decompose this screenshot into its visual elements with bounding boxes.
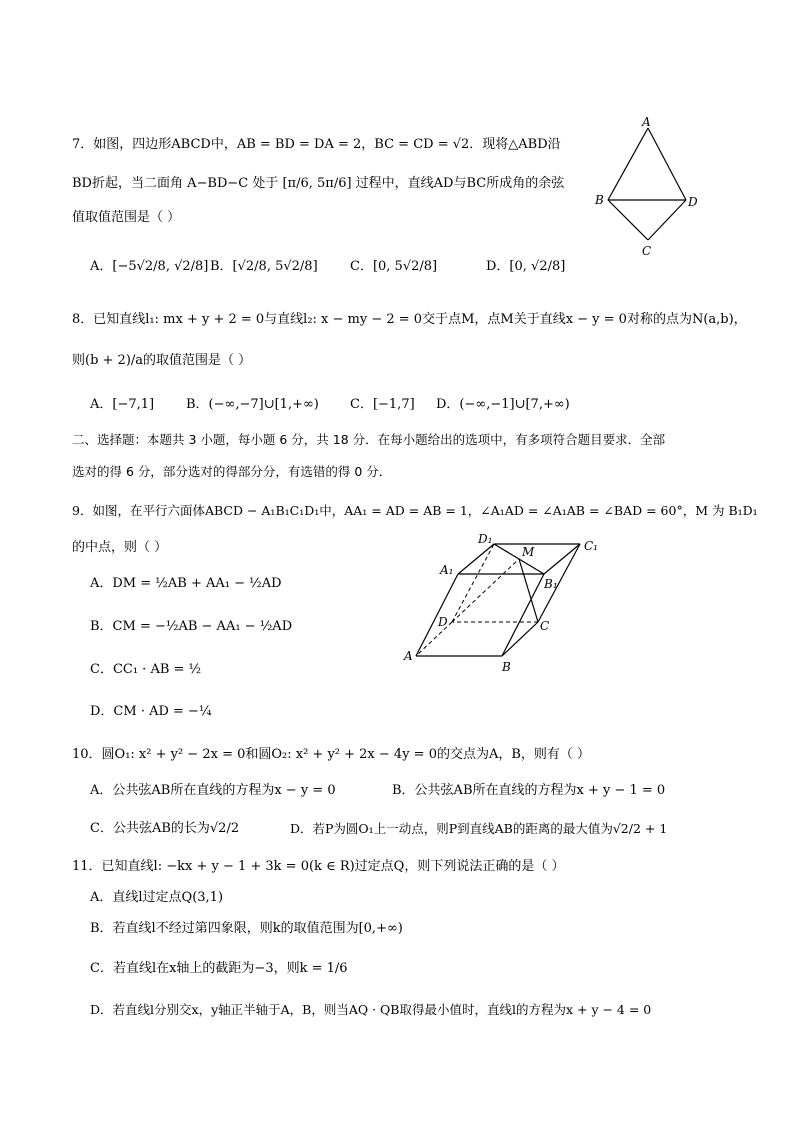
q7-figure-quadrilateral bbox=[590, 112, 710, 262]
q9-option-c: C．CC₁ · AB = ½ bbox=[90, 662, 202, 677]
q7-line1: 7．如图，四边形ABCD中，AB = BD = DA = 2，BC = CD = √2．现将△ABD沿 bbox=[72, 137, 561, 152]
q8-option-d: D．(−∞,−1]∪[7,+∞) bbox=[436, 397, 570, 412]
q9-edge-b1c1 bbox=[544, 544, 580, 574]
q9-figure-parallelepiped bbox=[398, 528, 618, 673]
section2-line2: 选对的得 6 分，部分选对的得部分分，有选错的得 0 分． bbox=[72, 464, 392, 479]
q11-option-d: D．若直线l分别交x，y轴正半轴于A，B，则当AQ · QB取得最小值时，直线l的方程为x + y − 4 = 0 bbox=[90, 1002, 652, 1017]
q7-line2: BD折起，当二面角 A−BD−C 处于 [π/6, 5π/6] 过程中，直线AD与BC所成角的余弦 bbox=[72, 176, 565, 191]
q9-label-c1: C₁ bbox=[584, 539, 598, 553]
q9-edge-bc bbox=[502, 622, 538, 656]
q9-option-b: B．CM = −½AB − AA₁ − ½AD bbox=[90, 619, 293, 634]
q7-option-b: B．[√2/8, 5√2/8] bbox=[210, 259, 318, 274]
q9-label-a: A bbox=[404, 649, 413, 663]
q7-label-d: D bbox=[688, 195, 698, 209]
q9-label-b: B bbox=[502, 660, 511, 673]
q11-option-c: C．若直线l在x轴上的截距为−3，则k = 1/6 bbox=[90, 961, 348, 976]
q7-option-d: D．[0, √2/8] bbox=[486, 259, 566, 274]
q7-edge-bc bbox=[608, 200, 648, 240]
q10-option-a: A．公共弦AB所在直线的方程为x − y = 0 bbox=[90, 783, 336, 798]
q9-edge-aa1 bbox=[416, 574, 458, 656]
q10-option-b: B．公共弦AB所在直线的方程为x + y − 1 = 0 bbox=[392, 783, 666, 798]
q10-option-d: D．若P为圆O₁上一动点，则P到直线AB的距离的最大值为√2/2 + 1 bbox=[290, 821, 668, 836]
q11-option-b: B．若直线l不经过第四象限，则k的取值范围为[0,+∞) bbox=[90, 921, 403, 936]
q9-seg-dm bbox=[452, 559, 519, 622]
q10-line1: 10．圆O₁: x² + y² − 2x = 0和圆O₂: x² + y² + 2x − 4y = 0的交点为A，B，则有（ ） bbox=[72, 747, 591, 762]
q9-label-a1: A₁ bbox=[440, 563, 454, 577]
q11-option-a: A．直线l过定点Q(3,1) bbox=[90, 890, 224, 905]
q8-option-b: B．(−∞,−7]∪[1,+∞) bbox=[186, 397, 319, 412]
q9-edge-bb1 bbox=[502, 574, 544, 656]
q9-option-a: A．DM = ½AB + AA₁ − ½AD bbox=[90, 576, 282, 591]
q9-label-m: M bbox=[522, 545, 535, 559]
q11-line1: 11．已知直线l: −kx + y − 1 + 3k = 0(k ∈ R)过定点Q，则下列说法正确的是（ ） bbox=[72, 859, 565, 874]
q7-edge-ab bbox=[608, 128, 648, 200]
q8-line1: 8．已知直线l₁: mx + y + 2 = 0与直线l₂: x − my − 2 = 0交于点M，点M关于直线x − y = 0对称的点为N(a,b)， bbox=[72, 312, 747, 327]
q7-edge-cd bbox=[648, 200, 686, 240]
q8-line2: 则(b + 2)/a的取值范围是（ ） bbox=[72, 353, 252, 368]
q9-label-b1: B₁ bbox=[544, 577, 558, 591]
q7-edge-ad bbox=[648, 128, 686, 200]
q9-line1: 9．如图，在平行六面体ABCD − A₁B₁C₁D₁中，AA₁ = AD = AB = 1，∠A₁AD = ∠A₁AB = ∠BAD = 60°，M 为 B₁D₁ bbox=[72, 503, 758, 518]
q9-label-d1: D₁ bbox=[478, 532, 493, 546]
q7-option-c: C．[0, 5√2/8] bbox=[350, 259, 438, 274]
section2-line1: 二、选择题：本题共 3 小题，每小题 6 分，共 18 分．在每小题给出的选项中，有多项符合题目要求．全部 bbox=[72, 432, 666, 447]
q8-option-a: A．[−7,1] bbox=[90, 397, 155, 412]
q9-edge-dd1 bbox=[452, 544, 494, 622]
q8-option-c: C．[−1,7] bbox=[350, 397, 415, 412]
q9-option-d: D．CM · AD = −¼ bbox=[90, 704, 212, 719]
q7-label-c: C bbox=[642, 244, 652, 258]
q7-label-a: A bbox=[642, 115, 651, 129]
q7-line3: 值取值范围是（ ） bbox=[72, 210, 181, 225]
q9-line2: 的中点，则（ ） bbox=[72, 540, 168, 555]
q10-option-c: C．公共弦AB的长为√2/2 bbox=[90, 821, 240, 836]
q7-label-b: B bbox=[595, 193, 604, 207]
q9-label-d: D bbox=[438, 615, 448, 629]
q7-option-a: A．[−5√2/8, √2/8] bbox=[90, 259, 209, 274]
q9-label-c: C bbox=[540, 619, 550, 633]
q9-edge-d1a1 bbox=[458, 544, 494, 574]
